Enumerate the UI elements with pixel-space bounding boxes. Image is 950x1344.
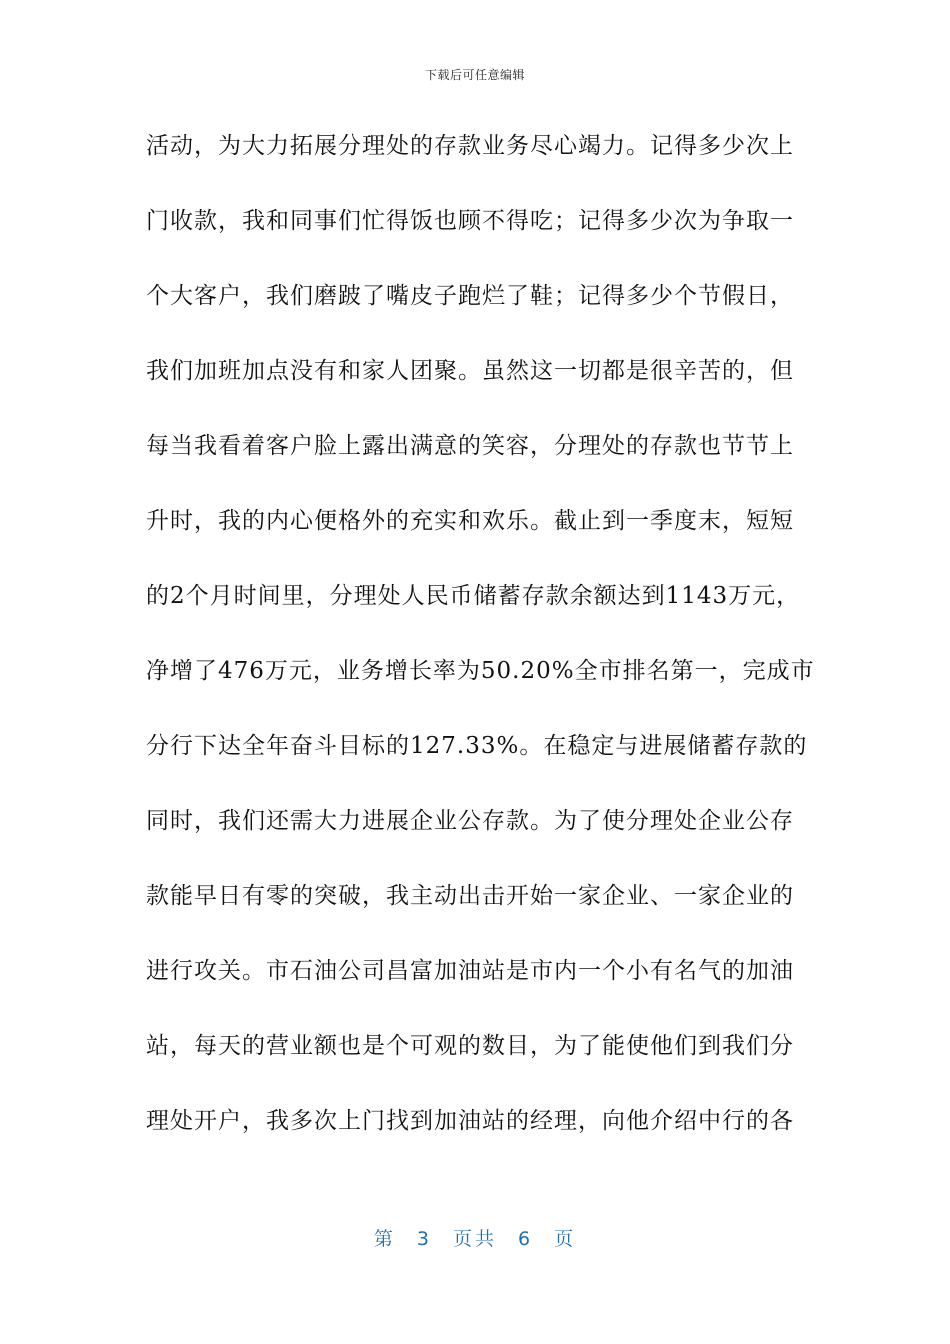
body-line: 净增了476万元，业务增长率为50.20%全市排名第一，完成市 (146, 658, 815, 684)
body-line: 进行攻关。市石油公司昌富加油站是市内一个小有名气的加油 (146, 958, 794, 984)
body-line: 每当我看着客户脸上露出满意的笑容，分理处的存款也节节上 (146, 433, 794, 459)
body-line: 活动，为大力拓展分理处的存款业务尽心竭力。记得多少次上 (146, 133, 794, 159)
body-line: 分行下达全年奋斗目标的127.33%。在稳定与进展储蓄存款的 (146, 733, 808, 759)
page-number-footer: 第 3 页共 6 页 (373, 1228, 577, 1250)
body-line: 我们加班加点没有和家人团聚。虽然这一切都是很辛苦的，但 (146, 358, 794, 384)
body-line: 的2个月时间里，分理处人民币储蓄存款余额达到1143万元， (146, 583, 801, 609)
body-line: 理处开户，我多次上门找到加油站的经理，向他介绍中行的各 (146, 1108, 794, 1134)
body-line: 个大客户，我们磨跛了嘴皮子跑烂了鞋；记得多少个节假日， (146, 283, 794, 309)
body-line: 升时，我的内心便格外的充实和欢乐。截止到一季度末，短短 (146, 508, 794, 534)
body-line: 同时，我们还需大力进展企业公存款。为了使分理处企业公存 (146, 808, 794, 834)
body-line: 站，每天的营业额也是个可观的数目，为了能使他们到我们分 (146, 1033, 794, 1059)
body-line: 款能早日有零的突破，我主动出击开始一家企业、一家企业的 (146, 883, 794, 909)
header-note: 下载后可任意编辑 (424, 68, 525, 82)
body-line: 门收款，我和同事们忙得饭也顾不得吃；记得多少次为争取一 (146, 208, 794, 234)
document-body (146, 126, 815, 1176)
